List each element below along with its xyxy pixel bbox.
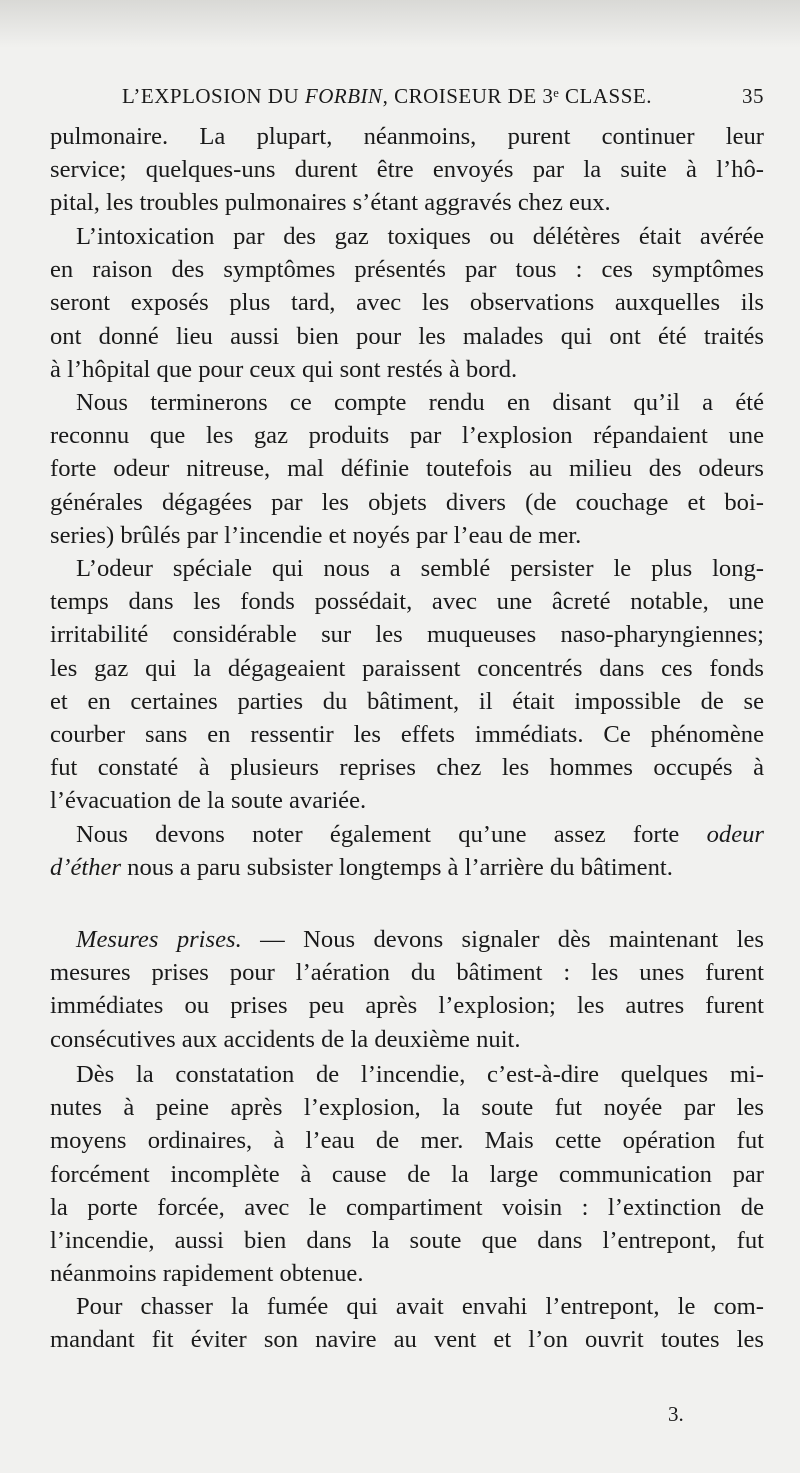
text-line: l’évacuation de la soute avariée. [50,787,367,815]
paragraph-3 [50,386,764,552]
italic-term: d’éther [50,854,122,882]
text-span: Nous devons noter également qu’une assez forte [76,821,707,848]
text-line: forcément incomplète à cause de la large communication par [50,1160,764,1188]
paragraph-1 [50,120,764,220]
text-line: la porte forcée, avec le compartiment voisin : l’extinction de [50,1193,764,1221]
paragraph-8 [50,1290,764,1356]
text-line: et en certaines parties du bâtiment, il était impossible de se [50,687,764,715]
text-line: seront exposés plus tard, avec les observations auxquelles ils [50,289,764,317]
text-line: pulmonaire. La plupart, néanmoins, purent continuer leur [50,123,764,150]
text-line: reconnu que les gaz produits par l’explosion répandaient une [50,422,764,450]
text-line: immédiates ou prises peu après l’explosion; les autres furent [50,992,764,1020]
text-line: L’odeur spéciale qui nous a semblé persister le plus long- [76,555,764,582]
text-line: néanmoins rapidement obtenue. [50,1260,364,1288]
paragraph-5 [50,818,764,884]
text-line: Dès la constatation de l’incendie, c’est-à-dire quelques mi- [76,1061,764,1088]
signature-mark: 3. [668,1402,684,1426]
text-line: fut constaté à plusieurs reprises chez les hommes occupés à [50,754,764,782]
text-line: moyens ordinaires, à l’eau de mer. Mais cette opération fut [50,1127,764,1155]
page-top-edge [0,0,800,48]
text-line: forte odeur nitreuse, mal définie toutefois au milieu des odeurs [50,455,764,483]
section-heading: Mesures prises. [76,926,242,953]
text-line: mesures prises pour l’aération du bâtiment : les unes furent [50,959,764,987]
page-number: 35 [742,84,764,108]
running-title-suffix: , CROISEUR DE 3ᵉ CLASSE. [382,84,652,108]
text-line: ont donné lieu aussi bien pour les malades qui ont été traités [50,322,764,350]
italic-term: odeur [706,821,764,848]
text-line: series) brûlés par l’incendie et noyés par l’eau de mer. [50,521,582,549]
text-line: générales dégagées par les objets divers (de couchage et boi- [50,488,764,516]
text-line: Pour chasser la fumée qui avait envahi l’entrepont, le com- [76,1293,764,1320]
text-line [50,851,764,884]
text-line: L’intoxication par des gaz toxiques ou délétères était avérée [76,223,764,250]
text-span: — Nous devons signaler dès maintenant les [241,926,764,953]
running-title-ship: FORBIN [304,84,383,108]
section-mesures-prises [50,923,764,1056]
text-line [50,818,764,851]
text-line: l’incendie, aussi bien dans la soute que dans l’entrepont, fut [50,1226,764,1254]
text-line: temps dans les fonds possédait, avec une âcreté notable, une [50,588,764,616]
text-span: nous a paru subsister longtemps à l’arrière du bâtiment. [121,854,673,882]
text-line: service; quelques-uns durent être envoyés par la suite à l’hô- [50,156,764,184]
text-line: en raison des symptômes présentés par tous : ces symptômes [50,256,764,284]
text-line: nutes à peine après l’explosion, la soute fut noyée par les [50,1094,764,1122]
paragraph-2 [50,220,764,386]
text-line: pital, les troubles pulmonaires s’étant aggravés chez eux. [50,189,611,217]
paragraph-4 [50,552,764,818]
text-line: mandant fit éviter son navire au vent et l’on ouvrit toutes les [50,1326,764,1354]
text-line: les gaz qui la dégageaient paraissent concentrés dans ces fonds [50,654,764,682]
text-line: consécutives aux accidents de la deuxième nuit. [50,1025,521,1053]
text-line: courber sans en ressentir les effets immédiats. Ce phénomène [50,720,764,748]
text-line: à l’hôpital que pour ceux qui sont restés à bord. [50,355,518,383]
running-head [50,84,764,114]
text-line: Nous terminerons ce compte rendu en disant qu’il a été [76,389,764,416]
paragraph-7 [50,1058,764,1290]
running-title [122,84,652,109]
running-title-prefix: L’EXPLOSION DU [122,84,305,108]
text-line [50,923,764,956]
text-line: irritabilité considérable sur les muqueuses naso-pharyngiennes; [50,621,764,649]
